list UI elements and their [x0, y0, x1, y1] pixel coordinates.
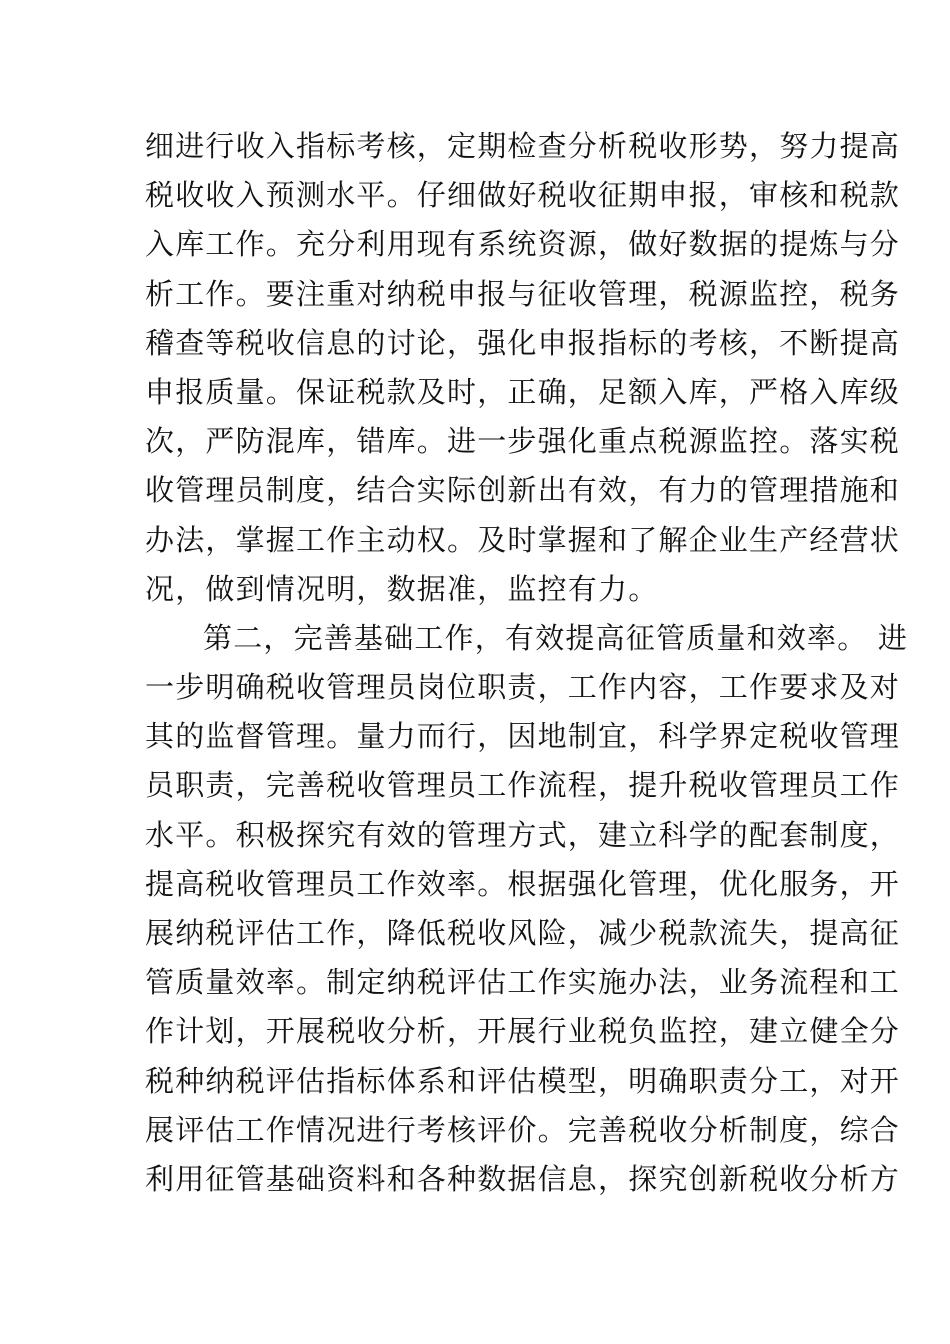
text-line: 提高税收管理员工作效率。根据强化管理，优化服务，开 — [145, 866, 901, 901]
text-line: 员职责，完善税收管理员工作流程，提升税收管理员工作 — [145, 768, 901, 803]
text-line: 办法，掌握工作主动权。及时掌握和了解企业生产经营状 — [145, 522, 901, 557]
text-line: 细进行收入指标考核，定期检查分析税收形势，努力提高 — [145, 129, 901, 163]
document-body — [145, 122, 909, 1204]
text-line: 作计划，开展税收分析，开展行业税负监控，建立健全分 — [145, 1014, 901, 1049]
text-line: 况，做到情况明，数据准，监控有力。 — [145, 571, 659, 606]
text-line: 收管理员制度，结合实际创新出有效，有力的管理措施和 — [145, 473, 901, 508]
text-line: 稽查等税收信息的讨论，强化申报指标的考核，不断提高 — [145, 325, 901, 360]
text-line: 利用征管基础资料和各种数据信息，探究创新税收分析方 — [145, 1161, 901, 1196]
text-line: 次，严防混库，错库。进一步强化重点税源监控。落实税 — [145, 424, 901, 459]
text-line: 展评估工作情况进行考核评价。完善税收分析制度，综合 — [145, 1112, 901, 1147]
text-line: 水平。积极探究有效的管理方式，建立科学的配套制度， — [145, 817, 901, 852]
paragraph-1 — [145, 122, 901, 614]
text-line: 一步明确税收管理员岗位职责，工作内容，工作要求及对 — [145, 670, 901, 705]
paragraph-2 — [145, 614, 909, 1204]
text-line: 管质量效率。制定纳税评估工作实施办法，业务流程和工 — [145, 965, 901, 1000]
text-line: 税收收入预测水平。仔细做好税收征期申报，审核和税款 — [145, 178, 901, 213]
text-line-first: 第二，完善基础工作，有效提高征管质量和效率。 进 — [203, 620, 909, 655]
text-line: 税种纳税评估指标体系和评估模型，明确职责分工，对开 — [145, 1063, 901, 1098]
text-line: 入库工作。充分利用现有系统资源，做好数据的提炼与分 — [145, 227, 901, 262]
text-line: 申报质量。保证税款及时，正确，足额入库，严格入库级 — [145, 374, 901, 409]
text-line: 展纳税评估工作，降低税收风险，减少税款流失，提高征 — [145, 916, 901, 950]
text-line: 析工作。要注重对纳税申报与征收管理，税源监控，税务 — [145, 276, 901, 311]
text-line: 其的监督管理。量力而行，因地制宜，科学界定税收管理 — [145, 719, 901, 754]
